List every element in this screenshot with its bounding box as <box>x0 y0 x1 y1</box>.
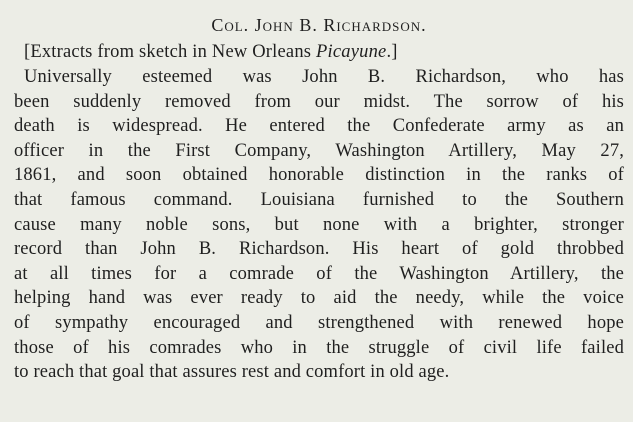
body-line-5: 1861, and soon obtained honorable distinction in the ranks of <box>14 165 624 186</box>
body-line-9: at all times for a comrade of the Washington Artillery, the <box>14 263 624 284</box>
cropped-previous-text <box>0 0 633 8</box>
source-note <box>14 40 624 65</box>
body-line-1: Universally esteemed was John B. Richardson, who has <box>24 67 624 87</box>
body-line-2: been suddenly removed from our midst. The sorrow of his <box>14 91 624 112</box>
source-publication: Picayune <box>316 42 387 62</box>
article-title-text: Col. John B. Richardson. <box>211 15 427 35</box>
body-line-7: cause many noble sons, but none with a brighter, stronger <box>14 214 624 235</box>
document-page <box>14 12 624 385</box>
article-body <box>14 65 624 385</box>
body-line-6: that famous command. Louisiana furnished to the Southern <box>14 189 624 210</box>
source-note-suffix: .] <box>386 42 398 62</box>
body-line-13: to reach that goal that assures rest and comfort in old age. <box>14 362 450 383</box>
body-line-4: officer in the First Company, Washington Artillery, May 27, <box>14 140 624 161</box>
body-line-12: those of his comrades who in the struggle of civil life failed <box>14 337 624 358</box>
body-line-8: record than John B. Richardson. His heart of gold throbbed <box>14 239 624 260</box>
source-note-prefix: [Extracts from sketch in New Orleans <box>24 42 316 62</box>
body-line-3: death is widespread. He entered the Confederate army as an <box>14 116 624 137</box>
body-line-11: of sympathy encouraged and strengthened with renewed hope <box>14 312 624 333</box>
article-title <box>14 12 624 38</box>
body-line-10: helping hand was ever ready to aid the needy, while the voice <box>14 288 624 309</box>
